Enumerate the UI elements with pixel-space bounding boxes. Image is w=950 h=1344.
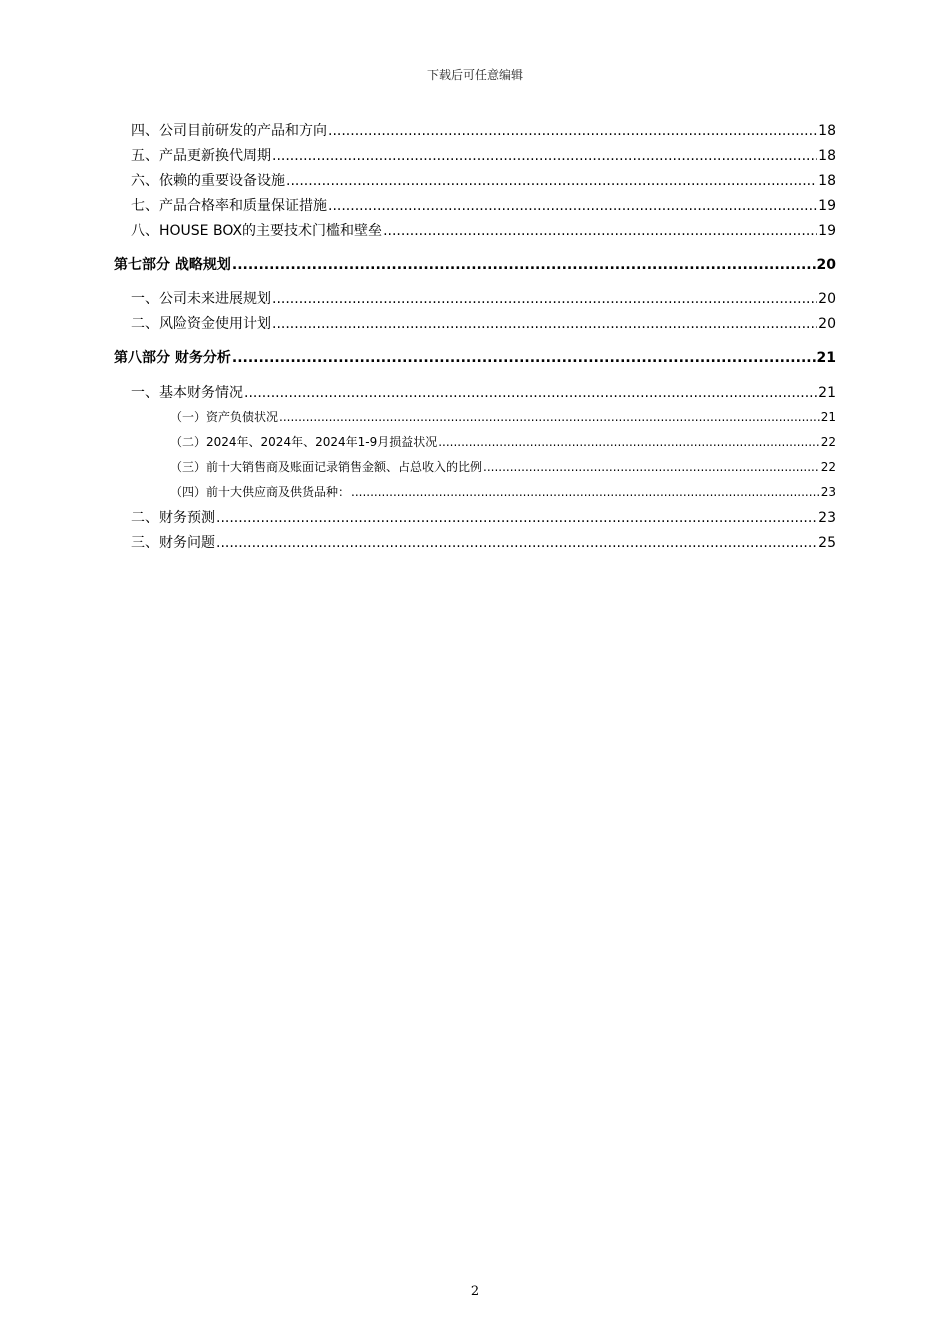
toc-entry-page: 18 xyxy=(818,148,836,164)
toc-subentry-page: 22 xyxy=(820,460,836,474)
toc-entry-label: 二、财务预测 xyxy=(131,510,215,526)
toc-dot-leader xyxy=(216,535,817,551)
toc-entry[interactable] xyxy=(131,288,836,308)
toc-dot-leader xyxy=(232,257,816,273)
toc-subentry-page: 22 xyxy=(820,435,836,449)
toc-subentry-label: （一）资产负债状况 xyxy=(170,410,279,424)
toc-dot-leader xyxy=(279,410,820,424)
toc-entry[interactable] xyxy=(131,507,836,527)
toc-entry[interactable] xyxy=(131,382,836,402)
toc-dot-leader xyxy=(438,435,820,449)
toc-entry[interactable] xyxy=(131,120,836,140)
toc-dot-leader xyxy=(272,148,817,164)
toc-section-label: 第八部分 财务分析 xyxy=(114,350,231,366)
toc-dot-leader xyxy=(286,173,817,189)
toc-section-page: 21 xyxy=(816,350,836,366)
toc-dot-leader xyxy=(272,291,817,307)
toc-entry[interactable] xyxy=(131,532,836,552)
page-header: 下载后可任意编辑 xyxy=(426,68,523,82)
toc-entry-page: 23 xyxy=(818,510,836,526)
toc-subentry-label: （三）前十大销售商及账面记录销售金额、占总收入的比例 xyxy=(170,460,483,474)
toc-subentry-page: 21 xyxy=(820,410,836,424)
toc-entry[interactable] xyxy=(131,220,836,240)
toc-entry-label: 四、公司目前研发的产品和方向 xyxy=(131,123,327,139)
toc-entry-page: 21 xyxy=(818,385,836,401)
toc-dot-leader xyxy=(328,123,817,139)
toc-section-entry[interactable] xyxy=(114,254,836,274)
toc-entry[interactable] xyxy=(131,313,836,333)
toc-entry-label: 六、依赖的重要设备设施 xyxy=(131,173,285,189)
toc-dot-leader xyxy=(328,198,817,214)
toc-section-label: 第七部分 战略规划 xyxy=(114,257,231,273)
toc-entry[interactable] xyxy=(131,195,836,215)
toc-subentry-label: （二）2024年、2024年、2024年1-9月损益状况 xyxy=(170,435,438,449)
toc-entry-page: 25 xyxy=(818,535,836,551)
toc-dot-leader xyxy=(483,460,820,474)
toc-subentry[interactable] xyxy=(170,483,836,500)
toc-entry-page: 18 xyxy=(818,173,836,189)
toc-entry-page: 20 xyxy=(818,291,836,307)
toc-entry-label: 八、HOUSE BOX的主要技术门槛和壁垒 xyxy=(131,223,383,239)
toc-entry[interactable] xyxy=(131,145,836,165)
toc-entry-page: 20 xyxy=(818,316,836,332)
toc-entry-label: 五、产品更新换代周期 xyxy=(131,148,271,164)
toc-dot-leader xyxy=(351,485,820,499)
toc-entry-label: 七、产品合格率和质量保证措施 xyxy=(131,198,327,214)
toc-entry-label: 一、公司未来进展规划 xyxy=(131,291,271,307)
toc-entry-page: 18 xyxy=(818,123,836,139)
toc-subentry[interactable] xyxy=(170,458,836,475)
page-number: 2 xyxy=(470,1284,480,1299)
toc-section-page: 20 xyxy=(816,257,836,273)
toc-subentry-label: （四）前十大供应商及供货品种： xyxy=(170,485,351,499)
toc-entry-label: 三、财务问题 xyxy=(131,535,215,551)
toc-dot-leader xyxy=(272,316,817,332)
toc-entry[interactable] xyxy=(131,170,836,190)
toc-subentry[interactable] xyxy=(170,433,836,450)
toc-entry-page: 19 xyxy=(818,223,836,239)
toc-dot-leader xyxy=(216,510,817,526)
toc-section-entry[interactable] xyxy=(114,347,836,367)
toc-dot-leader xyxy=(232,350,816,366)
toc-dot-leader xyxy=(383,223,817,239)
toc-subentry-page: 23 xyxy=(820,485,836,499)
toc-entry-page: 19 xyxy=(818,198,836,214)
toc-entry-label: 一、基本财务情况 xyxy=(131,385,243,401)
toc-subentry[interactable] xyxy=(170,408,836,425)
toc-entry-label: 二、风险资金使用计划 xyxy=(131,316,271,332)
toc-dot-leader xyxy=(244,385,817,401)
